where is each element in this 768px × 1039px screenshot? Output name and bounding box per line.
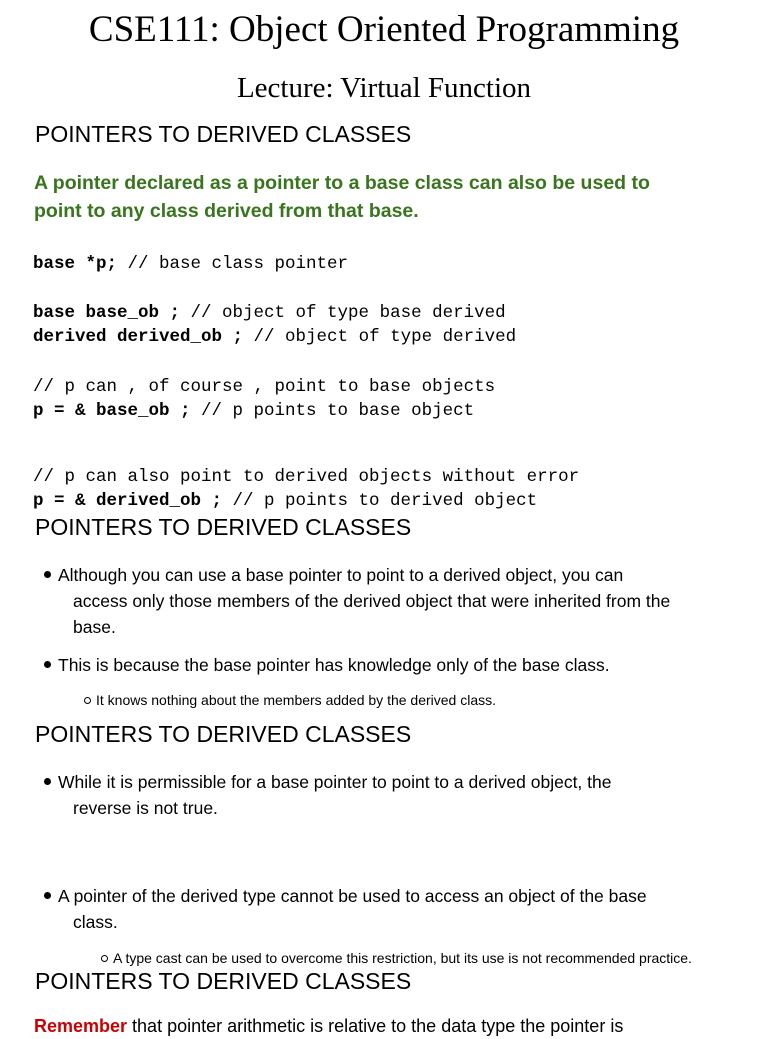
- code-comment: // p points to base object: [190, 401, 475, 421]
- section-heading-1: POINTERS TO DERIVED CLASSES: [35, 121, 412, 147]
- code-comment: // object of type base derived: [180, 303, 506, 323]
- key-statement-line-1: A pointer declared as a pointer to a base class can also be used to: [34, 172, 650, 194]
- section-heading-4: POINTERS TO DERIVED CLASSES: [35, 968, 412, 994]
- remember-text: that pointer arithmetic is relative to the data type the pointer is: [127, 1016, 624, 1036]
- bullet-icon: [44, 661, 51, 668]
- code-line-3: [33, 325, 516, 349]
- code-text: base *p;: [33, 254, 118, 274]
- code-comment: // object of type derived: [243, 327, 517, 347]
- bullet-item: [44, 883, 647, 935]
- bullet-icon: [44, 778, 51, 785]
- bullet-text-continued: reverse is not true.: [73, 798, 218, 818]
- code-text: base base_ob ;: [33, 303, 181, 323]
- code-comment: // p can , of course , point to base objects: [33, 377, 496, 397]
- code-text: p = & base_ob ;: [33, 401, 191, 421]
- bullet-icon: [44, 571, 51, 578]
- sub-bullet-item: [84, 691, 496, 709]
- remember-line: [34, 1013, 623, 1039]
- code-text: derived derived_ob ;: [33, 327, 244, 347]
- bullet-text-continued: class.: [73, 912, 118, 932]
- code-line-1: [33, 252, 348, 276]
- code-line-7: [33, 489, 537, 513]
- sub-bullet-text: A type cast can be used to overcome this restriction, but its use is not recommended practice.: [113, 950, 692, 966]
- bullet-item: [44, 769, 611, 821]
- section-heading-3: POINTERS TO DERIVED CLASSES: [35, 721, 412, 747]
- sub-bullet-text: It knows nothing about the members added by the derived class.: [96, 692, 497, 708]
- code-comment: // base class pointer: [117, 254, 349, 274]
- code-line-2: [33, 301, 506, 325]
- bullet-text-continued: access only those members of the derived object that were inherited from the: [73, 591, 671, 611]
- bullet-text: A pointer of the derived type cannot be used to access an object of the base: [58, 886, 647, 906]
- code-comment: // p points to derived object: [222, 491, 538, 511]
- bullet-item: [44, 562, 670, 640]
- sub-bullet-icon: [84, 697, 91, 704]
- bullet-text: While it is permissible for a base pointer to point to a derived object, the: [58, 772, 612, 792]
- bullet-text: This is because the base pointer has knowledge only of the base class.: [58, 655, 610, 675]
- bullet-icon: [44, 892, 51, 899]
- key-statement-line-2: point to any class derived from that base.: [34, 200, 419, 222]
- page-title: CSE111: Object Oriented Programming: [88, 9, 680, 50]
- code-text: p = & derived_ob ;: [33, 491, 223, 511]
- code-line-5: [33, 399, 474, 423]
- bullet-item: [44, 652, 610, 678]
- lecture-subtitle: Lecture: Virtual Function: [236, 72, 532, 104]
- bullet-text-continued: base.: [73, 617, 116, 637]
- section-heading-2: POINTERS TO DERIVED CLASSES: [35, 514, 412, 540]
- sub-bullet-icon: [101, 955, 108, 962]
- key-statement: [34, 169, 650, 225]
- sub-bullet-item: [101, 949, 692, 967]
- code-comment: // p can also point to derived objects without error: [33, 467, 580, 487]
- code-line-4: [33, 375, 495, 399]
- code-line-6: [33, 465, 579, 489]
- remember-keyword: Remember: [34, 1016, 128, 1036]
- bullet-text: Although you can use a base pointer to point to a derived object, you can: [58, 565, 624, 585]
